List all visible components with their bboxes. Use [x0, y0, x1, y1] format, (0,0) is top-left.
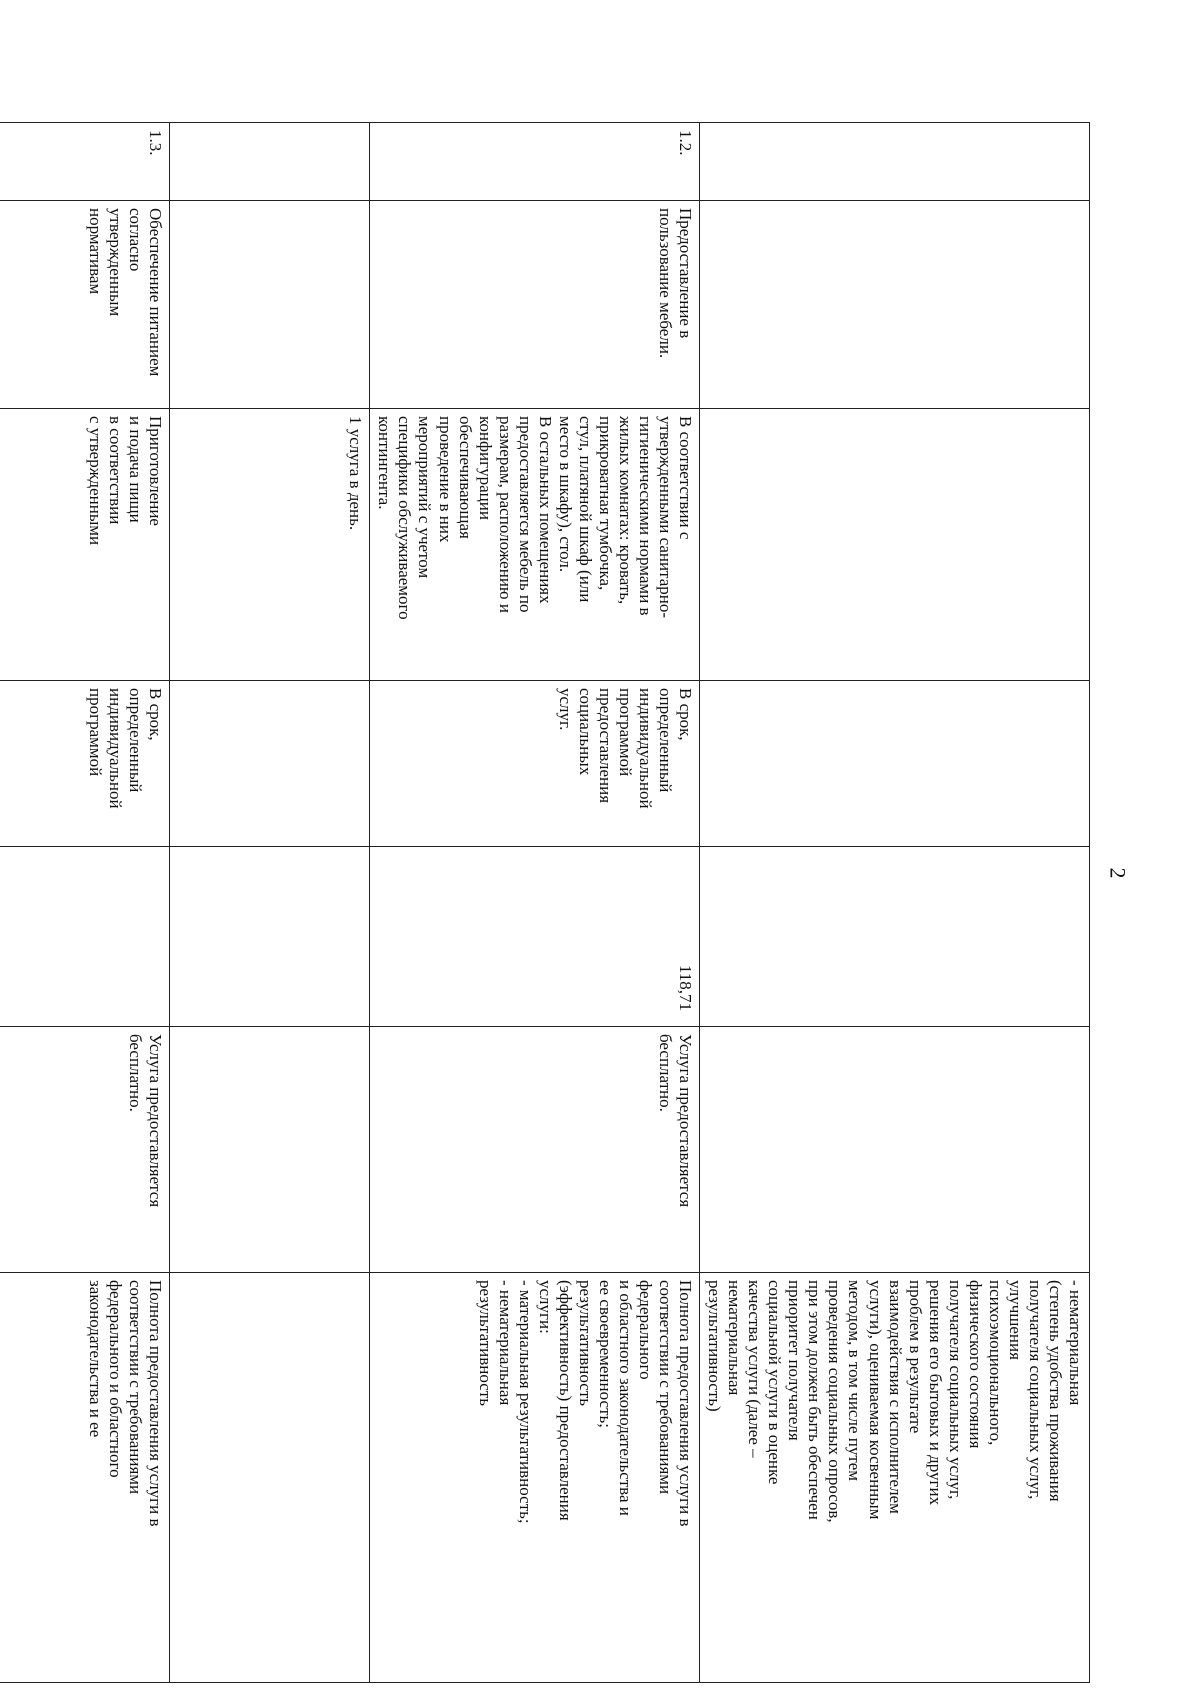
- table-row: [700, 123, 1090, 1683]
- service-rate-cell: 118,71: [370, 847, 700, 1027]
- quality-indicators-cell: Полнота предоставления услуги в соответствии с требованиями федерального и областного законодательства и ее своевременность; результативность (эффективность) предоставления услуги: - материальная результативность; - нематериальная результативность: [370, 1273, 700, 1683]
- row-number-cell: [170, 123, 370, 201]
- service-rate-cell: [700, 847, 1090, 1027]
- page-number: 2: [1105, 867, 1131, 879]
- service-name-cell: Предоставление в пользование мебели.: [370, 201, 700, 409]
- service-conditions-cell: Услуга предоставляется бесплатно.: [370, 1027, 700, 1273]
- service-conditions-cell: [170, 1027, 370, 1273]
- table-row: [0, 123, 170, 1683]
- quality-indicators-cell: Полнота предоставления услуги в соответствии с требованиями федерального и областного законодательства и ее: [0, 1273, 170, 1683]
- row-number-cell: 1.3.: [0, 123, 170, 201]
- table-row: [370, 123, 700, 1683]
- service-conditions-cell: Услуга предоставляется бесплатно.: [0, 1027, 170, 1273]
- rotated-table-container: [86, 122, 1090, 1682]
- service-term-cell: [700, 681, 1090, 847]
- quality-indicators-cell: - нематериальная (степень удобства проживания получателя социальных услуг, улучшения психоэмоционального, физического состояния получателя социальных услуг, решения его бытовых и других проблем в результате взаимодействия с исполнителем услуги), оцениваемая косвенным методом, в том числе путем проведения социальных опросов, при этом должен быть обеспечен приоритет получателя социальной услуги в оценке качества услуги (далее – нематериальная результативность): [700, 1273, 1090, 1683]
- service-description-cell: В соответствии с утвержденными санитарно- гигиеническими нормами в жилых комнатах: кровать, прикроватная тумбочка, стул, платяной шкаф (или место в шкафу), стол. В остальных помещениях предоставляется мебель по размерам, расположению и конфигурации обеспечивающая проведение в них мероприятий с учетом специфики обслуживаемого контингента.: [370, 409, 700, 681]
- row-number-cell: 1.2.: [370, 123, 700, 201]
- service-conditions-cell: [700, 1027, 1090, 1273]
- service-description-cell: 1 услуга в день.: [170, 409, 370, 681]
- service-rate-cell: [170, 847, 370, 1027]
- service-rate-cell: [0, 847, 170, 1027]
- table-row: [170, 123, 370, 1683]
- service-name-cell: Обеспечение питанием согласно утвержденным нормативам: [0, 201, 170, 409]
- service-description-cell: Приготовление и подача пищи в соответствии с утвержденными: [0, 409, 170, 681]
- service-term-cell: [170, 681, 370, 847]
- quality-indicators-cell: [170, 1273, 370, 1683]
- service-description-cell: [700, 409, 1090, 681]
- service-term-cell: В срок, определенный индивидуальной программой: [0, 681, 170, 847]
- service-name-cell: [170, 201, 370, 409]
- service-name-cell: [700, 201, 1090, 409]
- services-table: [0, 122, 1090, 1683]
- row-number-cell: [700, 123, 1090, 201]
- service-term-cell: В срок, определенный индивидуальной программой предоставления социальных услуг.: [370, 681, 700, 847]
